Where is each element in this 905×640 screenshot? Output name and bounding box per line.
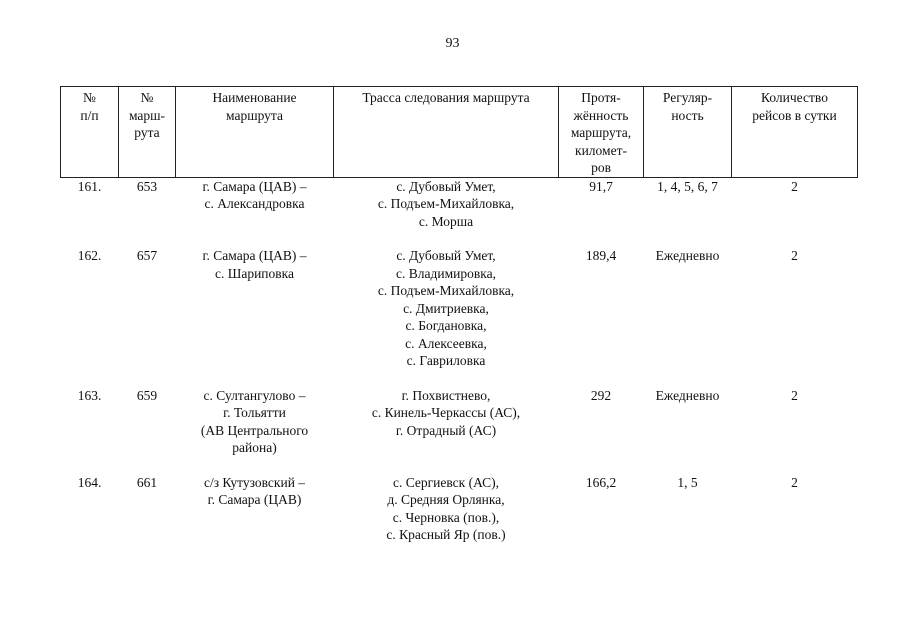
route-name: г. Самара (ЦАВ) – с. Александровка bbox=[202, 178, 307, 211]
route-name: с. Султангулово – г. Тольятти (АВ Центрального района) bbox=[200, 387, 309, 455]
header-route-number: № марш- рута bbox=[119, 87, 176, 178]
route-length: 189,4 bbox=[585, 248, 617, 263]
route-trips: 2 bbox=[791, 248, 798, 263]
route-name: с/з Кутузовский – г. Самара (ЦАВ) bbox=[203, 474, 306, 507]
row-number: 163. bbox=[77, 387, 102, 403]
table-header bbox=[61, 87, 858, 178]
table-body bbox=[61, 177, 858, 544]
page-number: 93 bbox=[445, 36, 460, 51]
header-route-name: Наименование маршрута bbox=[176, 87, 334, 178]
header-row bbox=[61, 87, 858, 178]
route-trips: 2 bbox=[791, 387, 798, 403]
row-number: 161. bbox=[77, 178, 102, 194]
header-trips-per-day: Количество рейсов в сутки bbox=[732, 87, 858, 178]
route-path: с. Дубовый Умет, с. Подъем-Михайловка, с. Морша bbox=[377, 178, 515, 229]
route-path: с. Дубовый Умет, с. Владимировка, с. Подъем-Михайловка, с. Дмитриевка, с. Богдановка, с. Алексеевка, с. Гавриловка bbox=[377, 248, 515, 368]
header-regularity: Регуляр- ность bbox=[644, 87, 732, 178]
route-number: 661 bbox=[136, 474, 158, 490]
route-number: 659 bbox=[136, 387, 158, 403]
route-length: 166,2 bbox=[585, 474, 617, 490]
route-trips: 2 bbox=[791, 474, 798, 490]
route-regularity: Ежедневно bbox=[655, 387, 720, 403]
route-length: 91,7 bbox=[589, 178, 613, 194]
route-trips: 2 bbox=[791, 178, 798, 194]
header-route-length: Протя- жённость маршрута, километ- ров bbox=[559, 87, 644, 178]
header-row-number: № п/п bbox=[61, 87, 119, 178]
routes-table bbox=[60, 86, 858, 544]
header-route-path: Трасса следования маршрута bbox=[334, 87, 559, 178]
route-regularity: 1, 4, 5, 6, 7 bbox=[657, 178, 718, 194]
row-number: 162. bbox=[77, 248, 102, 263]
row-number: 164. bbox=[77, 474, 102, 490]
table-row bbox=[61, 474, 858, 544]
route-length: 292 bbox=[590, 387, 612, 403]
table-row bbox=[61, 247, 858, 387]
route-number: 653 bbox=[136, 178, 158, 194]
route-regularity: Ежедневно bbox=[655, 248, 720, 263]
route-regularity: 1, 5 bbox=[677, 474, 698, 490]
route-number: 657 bbox=[136, 248, 158, 263]
route-path: с. Сергиевск (АС), д. Средняя Орлянка, с. Черновка (пов.), с. Красный Яр (пов.) bbox=[386, 474, 506, 542]
table-row bbox=[61, 177, 858, 247]
route-name: г. Самара (ЦАВ) – с. Шариповка bbox=[202, 248, 307, 281]
table-row bbox=[61, 387, 858, 474]
route-path: г. Похвистнево, с. Кинель-Черкассы (АС), г. Отрадный (АС) bbox=[371, 387, 521, 438]
